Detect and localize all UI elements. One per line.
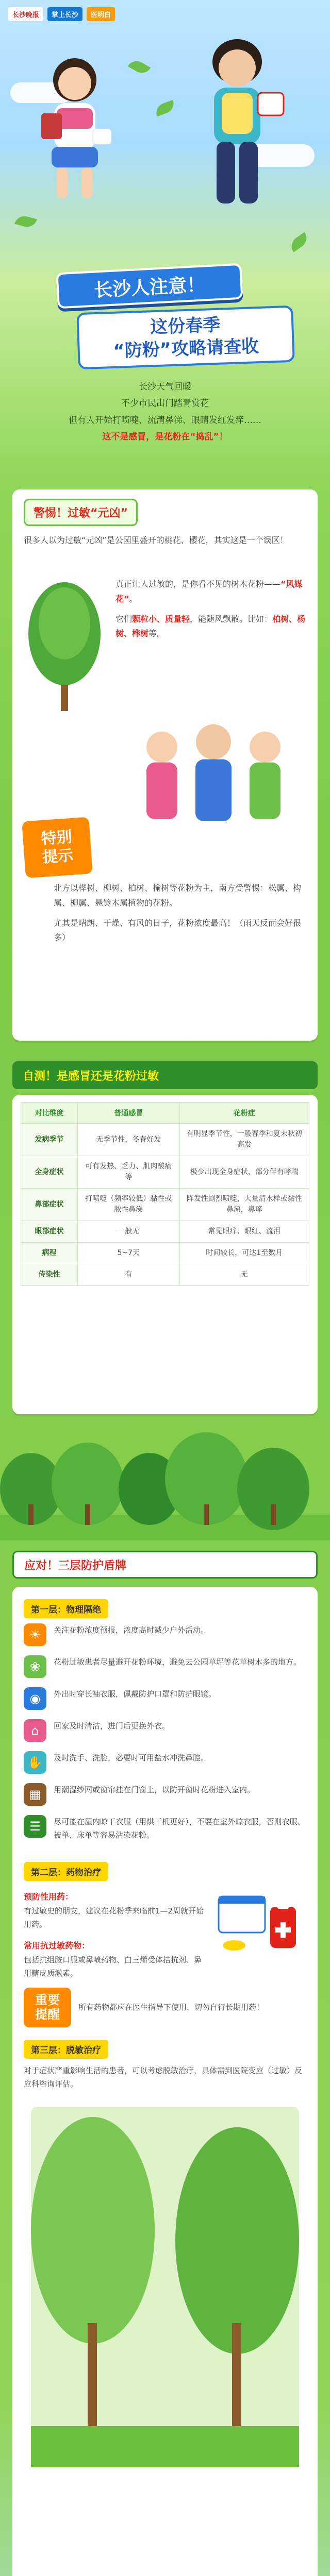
step2-text	[24, 1886, 205, 1980]
table-cell: 可有发热、乏力、肌肉酸痛等	[78, 1156, 180, 1189]
logo-changsha-evening: 长沙晚报	[8, 7, 43, 21]
tree-icon	[21, 577, 108, 711]
table-row	[21, 1264, 309, 1286]
house-icon: ⌂	[24, 1719, 46, 1742]
wash-icon: ✋	[24, 1751, 46, 1774]
list-item	[24, 1751, 306, 1774]
table-cell: 病程	[21, 1243, 78, 1264]
step3-heading: 第三层：脱敏治疗	[24, 2040, 108, 2059]
table-cell: 鼻部症状	[21, 1189, 78, 1221]
table-cell: 发病季节	[21, 1124, 78, 1156]
family-sneezing-illustration	[126, 716, 301, 824]
prevent-card	[12, 1587, 318, 2576]
intro-line: 长沙天气回暖	[139, 382, 191, 392]
list-item	[24, 1623, 306, 1646]
item-text: 回家及时清洁，进门后更换外衣。	[54, 1721, 170, 1731]
compare-table	[21, 1102, 309, 1286]
warning-paragraph: 很多人以为过敏“元凶”是公园里盛开的桃花、樱花，其实这是一个误区！	[24, 535, 288, 545]
item-text: 关注花粉浓度预报，浓度高时减少户外活动。	[54, 1625, 209, 1635]
list-item	[24, 1815, 306, 1842]
tip-title: 特别 提示	[40, 827, 74, 867]
table-cell: 一般无	[78, 1221, 180, 1243]
table-cell: 眼部症状	[21, 1221, 78, 1243]
tip-paragraph: 尤其是晴朗、干燥、有风的日子，花粉浓度最高！（雨天反而会好很多）	[54, 918, 302, 943]
preventive-text: 有过敏史的朋友，建议在花粉季来临前1—2周就开始用药。	[24, 1906, 204, 1929]
table-cell: 时间较长，可达1至数月	[179, 1243, 309, 1264]
table-cell: 阵发性剧烈喷嚏，大量清水样或黏性鼻涕，鼻痒	[179, 1189, 309, 1221]
p3-red: 颗粒小、质量轻	[132, 614, 190, 624]
p4-red: 柏树、杨树、桦树	[116, 614, 306, 639]
list-item	[24, 1719, 306, 1742]
leaf-shape	[288, 232, 310, 252]
list-item	[24, 1687, 306, 1710]
preventive-title: 预防性用药：	[24, 1891, 74, 1902]
intro-text	[26, 379, 304, 445]
common-drugs-text: 包括抗组胺口服或鼻喷药物、白三烯受体拮抗剂、鼻用糖皮质激素。	[24, 1955, 202, 1978]
tip-paragraph: 北方以桦树、柳树、柏树、榆树等花粉为主，南方受警惕：松属、构属、柳属、悬铃木属植物的花粉。	[54, 883, 302, 908]
p2-pre: 真正让人过敏的，是你看不见的树木花粉——	[116, 579, 281, 589]
special-tip-badge	[22, 817, 92, 878]
medicine-illustration	[213, 1886, 306, 1958]
table-cell: 极少出现全身症状，部分伴有哮喘	[179, 1156, 309, 1189]
reminder-text: 所有药物都应在医生指导下使用，切勿自行长期用药！	[78, 2002, 265, 2012]
leaf-shape	[154, 100, 176, 116]
table-header: 对比维度	[21, 1103, 78, 1124]
warning-card	[12, 489, 318, 1041]
step3-text: 对于症状严重影响生活的患者，可以考虑脱敏治疗，具体需到医院变应（过敏）反应科咨询评估。	[24, 2066, 303, 2089]
leaf-shape	[128, 57, 151, 76]
table-cell: 常见眼痒、眼红、流泪	[179, 1221, 309, 1243]
compare-ribbon: 自测！是感冒还是花粉过敏	[12, 1061, 318, 1089]
table-cell: 无	[179, 1264, 309, 1286]
reminder-label-text: 重要 提醒	[35, 1992, 60, 2022]
hero-illustration	[0, 21, 330, 289]
step2-heading: 第二层：药物治疗	[24, 1862, 108, 1881]
hero-title-2-text: 这份春季 “防粉”攻略请查收	[112, 314, 259, 362]
girl-sneezing-illustration	[31, 52, 119, 206]
item-text: 尽可能在屋内晾干衣服（用烘干机更好），不要在室外晾衣服，否则衣服、被单、床单等容易沾染花粉。	[54, 1817, 305, 1840]
item-text: 外出时穿长袖衣服，佩戴防护口罩和防护眼镜。	[54, 1689, 217, 1699]
reminder-label	[24, 1988, 71, 2028]
boy-tissue-illustration	[186, 31, 289, 216]
warning-tag: 警惕！过敏“元凶”	[24, 499, 138, 526]
step1-heading: 第一层：物理隔绝	[24, 1599, 108, 1618]
step2-block	[24, 1886, 306, 1980]
prevent-ribbon: 应对！三层防护盾牌	[12, 1551, 318, 1579]
p4-pre: 比如：	[248, 614, 273, 624]
logo-zhangshang: 掌上长沙	[47, 7, 82, 21]
table-header: 花粉症	[179, 1103, 309, 1124]
intro-line: 但有人开始打喷嚏、流清鼻涕、眼睛发红发痒……	[69, 415, 261, 426]
list-item	[24, 1783, 306, 1806]
leaf-shape	[14, 214, 37, 229]
item-text: 用潮湿纱网或窗帘挂在门窗上，以防开窗时花粉进入室内。	[54, 1785, 255, 1794]
list-item	[24, 1655, 306, 1678]
plant-icon: ❀	[24, 1655, 46, 1678]
laundry-icon: ☰	[24, 1815, 46, 1838]
table-header: 普通感冒	[78, 1103, 180, 1124]
table-header-row	[21, 1103, 309, 1124]
table-cell: 有明显季节性，一般春季和夏末秋初高发	[179, 1124, 309, 1156]
table-cell: 传染性	[21, 1264, 78, 1286]
hero-title-2	[76, 306, 295, 370]
table-row	[21, 1124, 309, 1156]
forecast-icon: ☀	[24, 1623, 46, 1646]
intro-line: 不少市民出门踏青赏花	[121, 398, 209, 409]
forest-illustration	[0, 1427, 330, 1540]
table-cell: 全身症状	[21, 1156, 78, 1189]
item-text: 及时洗手、洗脸，必要时可用盐水冲洗鼻腔。	[54, 1753, 209, 1762]
logo-yimingbai: 医明白	[87, 7, 115, 21]
hero-title-1: 长沙人注意！	[56, 263, 243, 309]
compare-card	[12, 1095, 318, 1414]
window-icon: ▦	[24, 1783, 46, 1806]
table-row	[21, 1221, 309, 1243]
intro-highlight: 这不是感冒，是花粉在“捣乱”！	[102, 431, 228, 442]
p2-red: “风媒花”	[116, 579, 303, 604]
p2-post: 。	[129, 594, 138, 604]
table-row	[21, 1243, 309, 1264]
table-cell: 5~7天	[78, 1243, 180, 1264]
item-text: 花粉过敏患者尽量避开花粉环境，避免去公园草坪等花草树木多的地方。	[54, 1657, 302, 1667]
table-cell: 无季节性，冬春好发	[78, 1124, 180, 1156]
common-drugs-title: 常用抗过敏药物：	[24, 1941, 90, 1951]
tip-text	[54, 881, 301, 945]
table-cell: 有	[78, 1264, 180, 1286]
header-logos	[8, 7, 115, 21]
p3-post: ，能随风飘散。	[190, 614, 248, 624]
table-row	[21, 1189, 309, 1221]
table-cell: 打喷嚏（频率较低）黏性或脓性鼻涕	[78, 1189, 180, 1221]
reminder-box	[24, 1988, 306, 2028]
p4-post: 等。	[148, 629, 166, 639]
p3-pre: 它们	[116, 614, 133, 624]
pollen-explain	[116, 577, 306, 641]
mask-icon: ◉	[24, 1687, 46, 1710]
table-row	[21, 1156, 309, 1189]
park-tree-illustration	[31, 2107, 299, 2467]
